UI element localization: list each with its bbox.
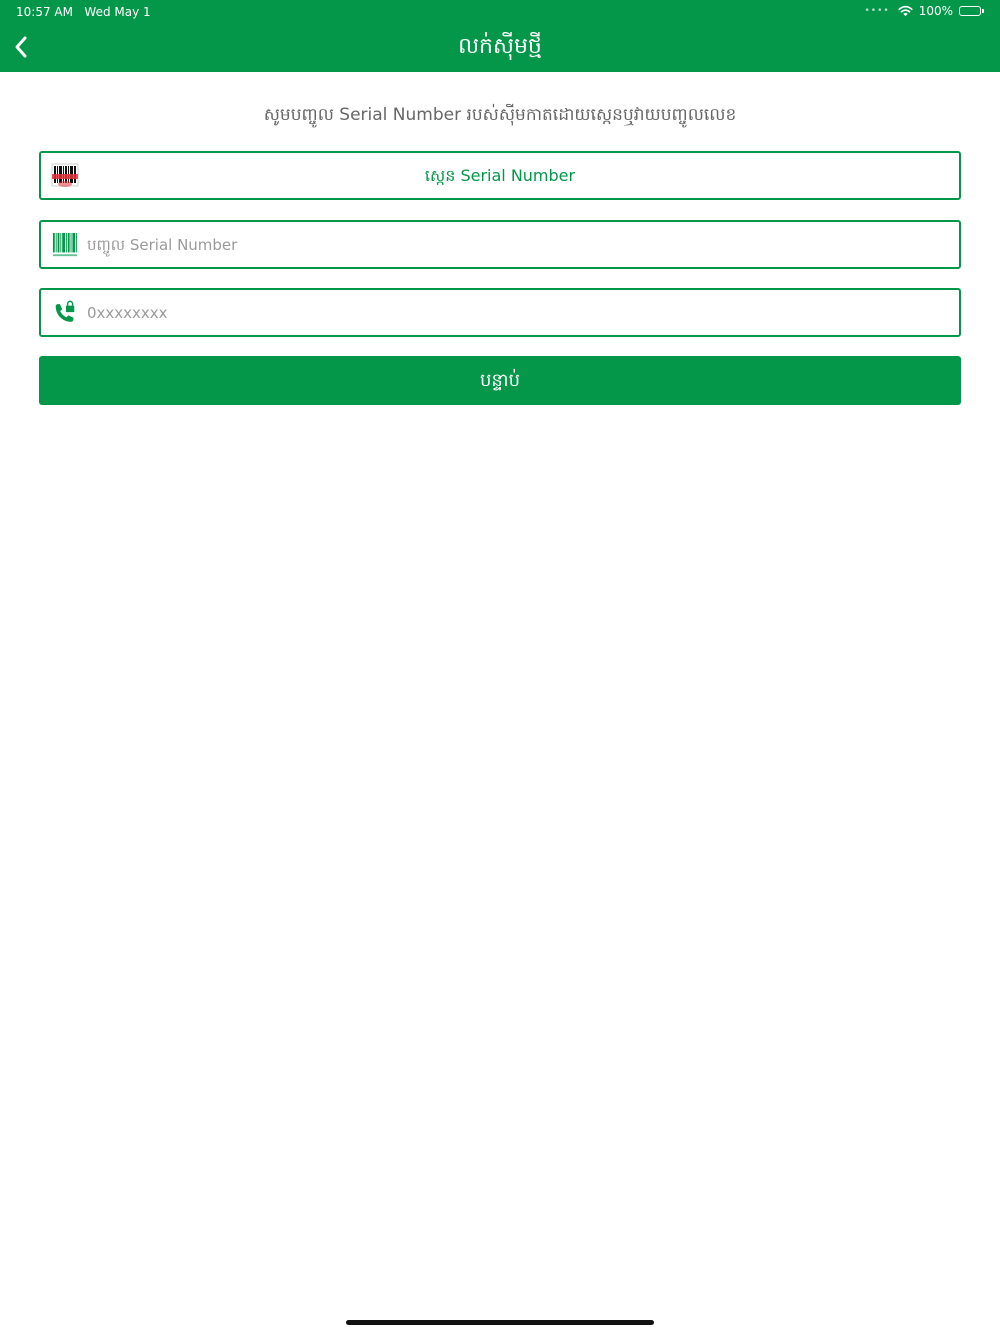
page-title: លក់ស៊ីមថ្មី — [458, 34, 542, 59]
phone-lock-icon — [51, 300, 79, 326]
phone-number-input[interactable] — [87, 290, 947, 335]
wifi-icon — [898, 5, 913, 17]
app-header — [0, 0, 1000, 72]
status-time — [16, 5, 151, 19]
scan-serial-button[interactable] — [39, 151, 961, 200]
serial-number-input[interactable] — [87, 222, 947, 267]
barcode-icon — [51, 232, 79, 258]
battery-percent: 100% — [918, 4, 953, 18]
phone-number-field — [39, 288, 961, 337]
navigation-bar — [0, 24, 1000, 72]
signal-icon: •••• — [864, 6, 890, 16]
status-bar — [0, 0, 1000, 24]
status-time-text: 10:57 AM — [16, 5, 73, 19]
serial-number-field — [39, 220, 961, 269]
status-date-text: Wed May 1 — [84, 5, 151, 19]
next-button[interactable]: បន្ទាប់ — [39, 356, 961, 405]
status-indicators — [864, 4, 984, 18]
home-indicator[interactable] — [346, 1320, 654, 1325]
instruction-text: សូមបញ្ចូល Serial Number របស់ស៊ីមកាតដោយស្កេនឬវាយបញ្ចូលលេខ — [263, 105, 737, 125]
battery-icon — [959, 6, 984, 16]
scan-serial-label: ស្កេន Serial Number — [424, 166, 576, 185]
